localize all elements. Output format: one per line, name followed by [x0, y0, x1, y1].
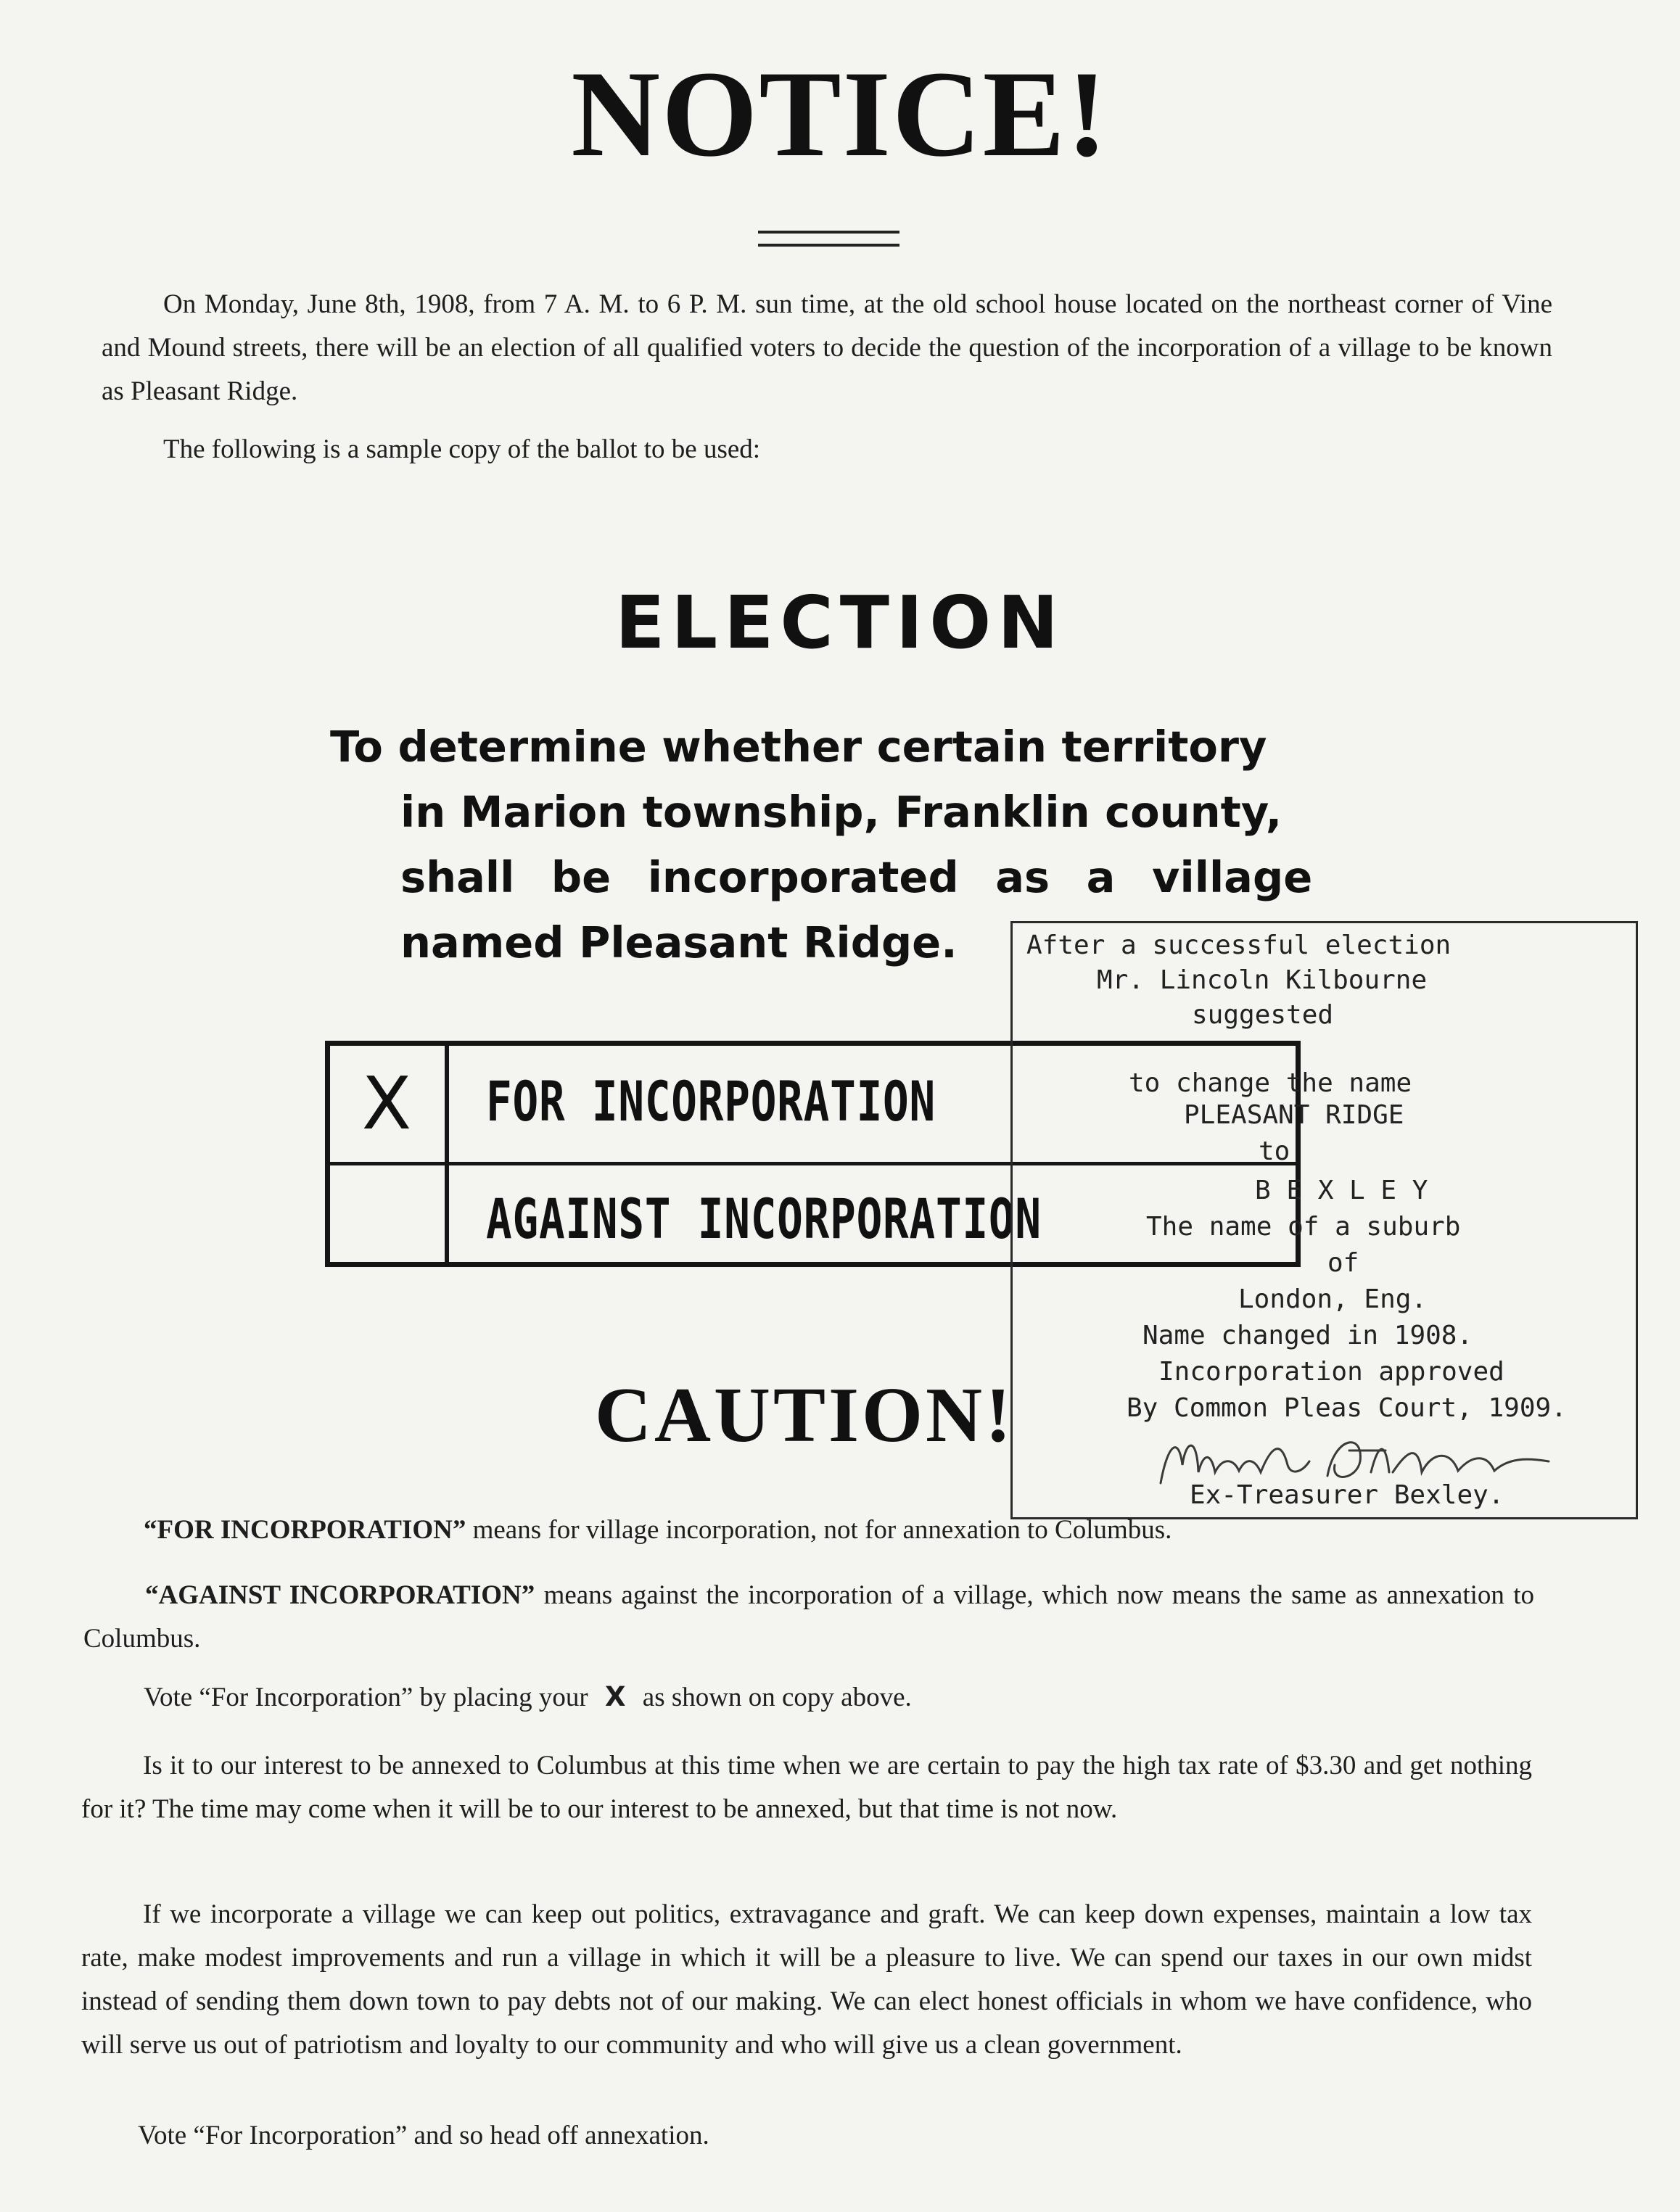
- vote-instruction-pre: Vote “For Incorporation” by placing your: [144, 1683, 588, 1712]
- ballot-question-line-3: shall be incorporated as a village: [400, 852, 1313, 902]
- notice-title: NOTICE!: [571, 46, 1109, 182]
- for-incorporation-term: “FOR INCORPORATION”: [144, 1515, 466, 1545]
- annotation-line-5: PLEASANT RIDGE: [1184, 1100, 1404, 1130]
- vote-instruction-x: X: [605, 1681, 626, 1712]
- annotation-line-10: London, Eng.: [1238, 1284, 1428, 1314]
- annotation-line-2: Mr. Lincoln Kilbourne: [1097, 965, 1428, 995]
- caution-heading: CAUTION!: [595, 1372, 1015, 1458]
- ballot-option-for: FOR INCORPORATION: [486, 1069, 936, 1134]
- against-incorporation-text: means against the incorporation of a village, which now means the same as annexation to Columbus.: [83, 1580, 1534, 1654]
- ballot-question-line-2: in Marion township, Franklin county,: [400, 787, 1282, 837]
- title-double-rule: [758, 231, 899, 247]
- annotation-line-3: suggested: [1192, 1000, 1334, 1030]
- annotation-line-7: B E X L E Y: [1255, 1176, 1428, 1205]
- against-incorporation-term: “AGAINST INCORPORATION”: [145, 1580, 535, 1610]
- annotation-line-14: Ex-Treasurer Bexley.: [1190, 1480, 1504, 1510]
- ballot-x-mark: X: [361, 1061, 412, 1146]
- annotation-line-6: to: [1259, 1136, 1290, 1166]
- ballot-option-against: AGAINST INCORPORATION: [486, 1187, 1042, 1251]
- for-incorporation-definition: [144, 1509, 1558, 1552]
- election-heading: ELECTION: [615, 580, 1065, 665]
- intro-paragraph: On Monday, June 8th, 1908, from 7 A. M. to 6 P. M. sun time, at the old school house located on the northeast corner of Vine and Mound streets, there will be an election of all qualified voters to decide the question of the incorporation of a village to be known as Pleasant Ridge.: [102, 289, 1552, 406]
- vote-instruction: [144, 1675, 1377, 1720]
- annexation-paragraph: Is it to our interest to be annexed to Columbus at this time when we are certain to pay the high tax rate of $3.30 and get nothing for it? The time may come when it will be to our interest to be annexed, but that time is not now.: [81, 1751, 1532, 1824]
- ballot-question-line-1: To determine whether certain territory: [330, 722, 1267, 772]
- annotation-line-11: Name changed in 1908.: [1142, 1321, 1473, 1350]
- ballot-question-line-4: named Pleasant Ridge.: [400, 917, 958, 967]
- closing-line: Vote “For Incorporation” and so head off annexation.: [138, 2121, 709, 2150]
- for-incorporation-text: means for village incorporation, not for annexation to Columbus.: [472, 1515, 1172, 1545]
- annotation-line-1: After a successful election: [1026, 930, 1452, 960]
- annotation-line-13: By Common Pleas Court, 1909.: [1127, 1393, 1567, 1423]
- village-benefits-paragraph: If we incorporate a village we can keep out politics, extravagance and graft. We can keep down expenses, maintain a low tax rate, make modest improvements and run a village in which it will be a pleasure to live. We can spend our taxes in our own midst instead of sending them down town to pay debts not of our making. We can elect honest officials in whom we have confidence, who will serve us out of patriotism and loyalty to our community and who will give us a clean government.: [81, 1899, 1532, 2060]
- annotation-line-9: of: [1327, 1248, 1359, 1278]
- annotation-line-12: Incorporation approved: [1158, 1357, 1504, 1387]
- annotation-line-4: to change the name: [1129, 1068, 1412, 1098]
- sample-ballot-line: The following is a sample copy of the ballot to be used:: [163, 434, 761, 464]
- ballot-column-divider: [445, 1046, 449, 1262]
- annotation-line-8: The name of a suburb: [1146, 1212, 1461, 1242]
- vote-instruction-post: as shown on copy above.: [642, 1683, 912, 1712]
- against-incorporation-definition: [83, 1574, 1534, 1661]
